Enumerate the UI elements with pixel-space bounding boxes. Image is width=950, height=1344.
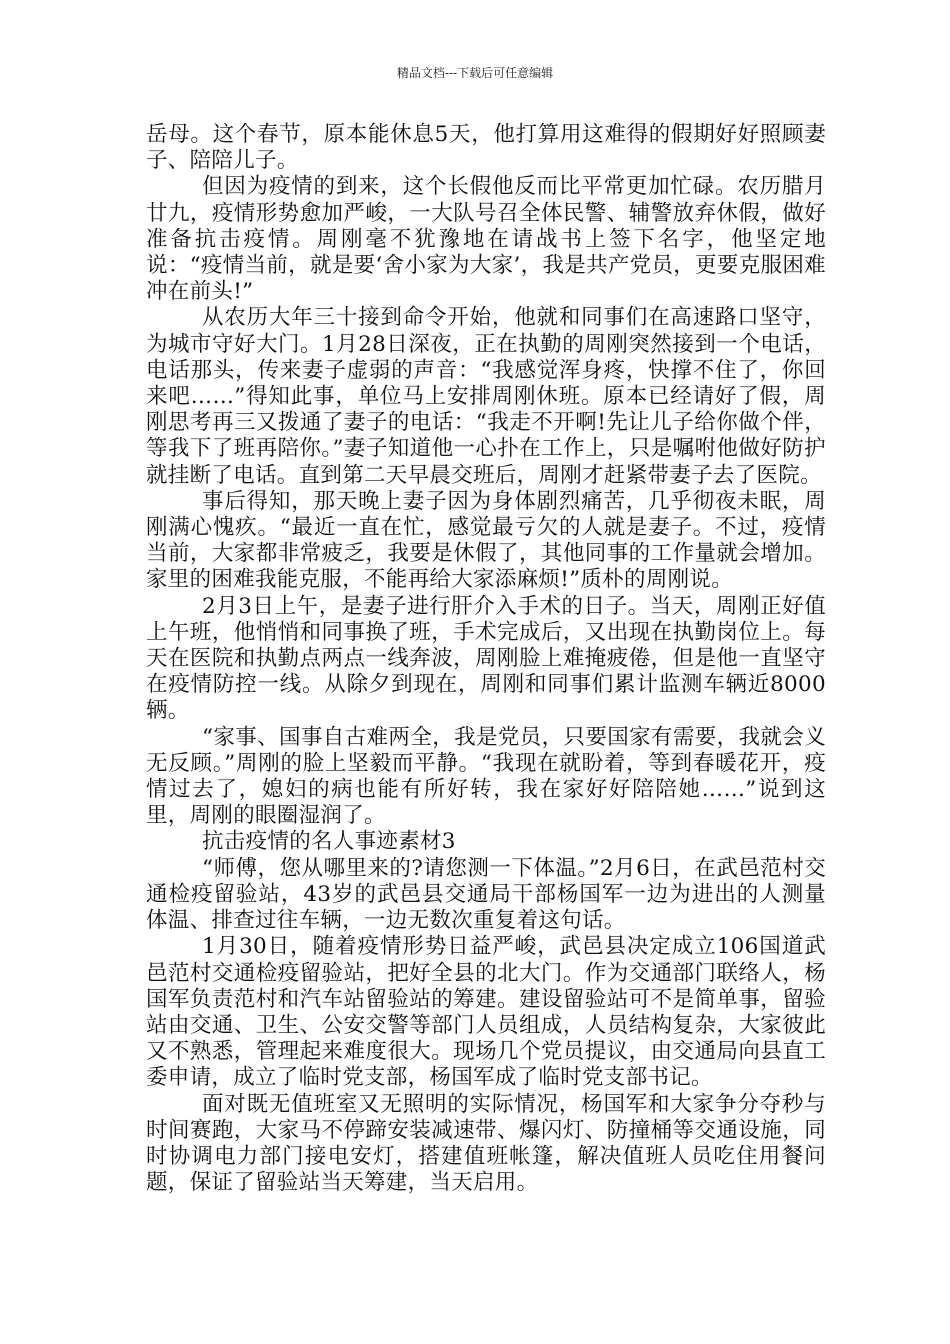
document-body xyxy=(146,122,826,1196)
section-heading: 抗击疫情的名人事迹素材3 xyxy=(202,829,456,855)
paragraph: “师傅，您从哪里来的?请您测一下体温。”2月6日，在武邑范村交通检疫留验站，43岁的武邑县交通局干部杨国军一边为进出的人测量体温、排查过往车辆，一边无数次重复着这句话。 xyxy=(146,855,826,934)
page-header: 精品文档---下载后可任意编辑 xyxy=(396,66,554,80)
paragraph: 岳母。这个春节，原本能休息5天，他打算用这难得的假期好好照顾妻子、陪陪儿子。 xyxy=(146,122,826,174)
paragraph: 事后得知，那天晚上妻子因为身体剧烈痛苦，几乎彻夜未眠，周刚满心愧疚。“最近一直在忙，感觉最亏欠的人就是妻子。不过，疫情当前，大家都非常疲乏，我要是休假了，其他同事的工作量就会增加。家里的困难我能克服，不能再给大家添麻烦!”质朴的周刚说。 xyxy=(146,488,826,593)
paragraph: 面对既无值班室又无照明的实际情况，杨国军和大家争分夺秒与时间赛跑，大家马不停蹄安装减速带、爆闪灯、防撞桶等交通设施，同时协调电力部门接电安灯，搭建值班帐篷，解决值班人员吃住用餐问题，保证了留验站当天筹建，当天启用。 xyxy=(146,1091,826,1196)
paragraph: 1月30日，随着疫情形势日益严峻，武邑县决定成立106国道武邑范村交通检疫留验站，把好全县的北大门。作为交通部门联络人，杨国军负责范村和汽车站留验站的筹建。建设留验站可不是简单事，留验站由交通、卫生、公安交警等部门人员组成，人员结构复杂，大家彼此又不熟悉，管理起来难度很大。现场几个党员提议，由交通局向县直工委申请，成立了临时党支部，杨国军成了临时党支部书记。 xyxy=(146,934,826,1091)
paragraph: 但因为疫情的到来，这个长假他反而比平常更加忙碌。农历腊月廿九，疫情形势愈加严峻，一大队号召全体民警、辅警放弃休假，做好准备抗击疫情。周刚毫不犹豫地在请战书上签下名字，他坚定地说：“疫情当前，就是要‘舍小家为大家’，我是共产党员，更要克服困难冲在前头!” xyxy=(146,174,826,305)
paragraph: 从农历大年三十接到命令开始，他就和同事们在高速路口坚守，为城市守好大门。1月28日深夜，正在执勤的周刚突然接到一个电话，电话那头，传来妻子虚弱的声音：“我感觉浑身疼，快撑不住了，你回来吧……”得知此事，单位马上安排周刚休班。原本已经请好了假，周刚思考再三又拨通了妻子的电话：“我走不开啊!先让儿子给你做个伴，等我下了班再陪你。”妻子知道他一心扑在工作上，只是嘱咐他做好防护就挂断了电话。直到第二天早晨交班后，周刚才赶紧带妻子去了医院。 xyxy=(146,305,826,488)
paragraph: 2月3日上午，是妻子进行肝介入手术的日子。当天，周刚正好值上午班，他悄悄和同事换了班，手术完成后，又出现在执勤岗位上。每天在医院和执勤点两点一线奔波，周刚脸上难掩疲倦，但是他一直坚守在疫情防控一线。从除夕到现在，周刚和同事们累计监测车辆近8000辆。 xyxy=(146,593,826,724)
paragraph: “家事、国事自古难两全，我是党员，只要国家有需要，我就会义无反顾。”周刚的脸上坚毅而平静。“我现在就盼着，等到春暖花开，疫情过去了，媳妇的病也能有所好转，我在家好好陪陪她……”说到这里，周刚的眼圈湿润了。 xyxy=(146,724,826,829)
